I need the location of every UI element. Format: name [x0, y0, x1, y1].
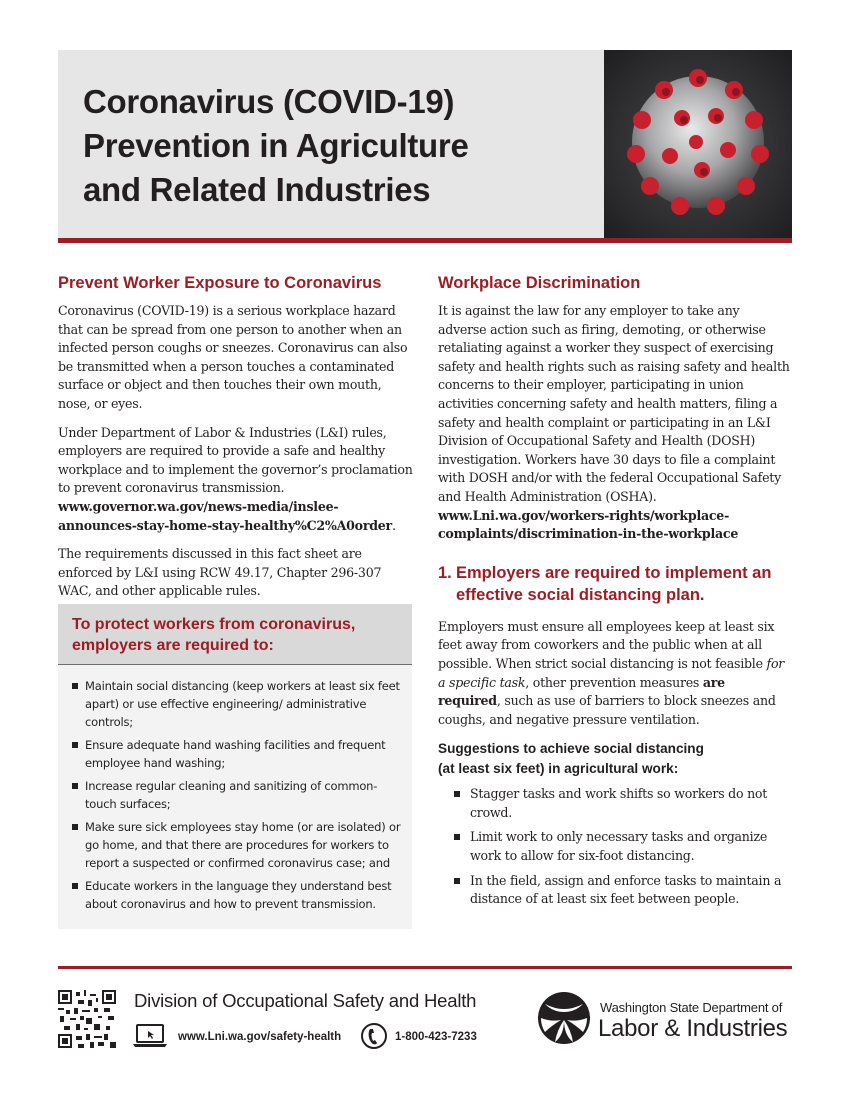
prevent-exposure-heading: Prevent Worker Exposure to Coronavirus — [58, 274, 382, 292]
header-banner — [58, 50, 792, 238]
distancing-italic: for a specific task — [438, 655, 785, 690]
rules-period: . — [391, 517, 396, 533]
suggestions-heading-line-2: (at least six feet) in agricultural work: — [438, 761, 679, 777]
header-rule — [58, 238, 792, 243]
list-item — [454, 828, 790, 865]
square-bullet-icon — [72, 742, 78, 748]
distancing-paragraph — [438, 618, 790, 730]
suggestions-heading — [438, 739, 790, 779]
list-item-text: Stagger tasks and work shifts so workers do not crowd. — [470, 786, 768, 820]
title-line-3: and Related Industries — [83, 171, 431, 208]
section-heading-text: Employers are required to implement an effective social distancing plan. — [456, 563, 772, 604]
governor-link[interactable]: www.governor.wa.gov/news-media/inslee-announces-stay-home-stay-healthy%C2%A0order — [58, 498, 392, 533]
website-link[interactable]: www.Lni.wa.gov/safety-health — [178, 1031, 342, 1043]
footer-rule — [58, 966, 792, 969]
discrimination-paragraph — [438, 302, 790, 544]
qr-code-icon[interactable] — [58, 990, 116, 1048]
list-item-text: Ensure adequate hand washing facilities and frequent employee hand washing; — [85, 738, 386, 770]
list-item — [72, 777, 404, 813]
discrimination-link[interactable]: www.Lni.wa.gov/workers-rights/workplace-complaints/discrimination-in-the-workplace — [438, 507, 739, 542]
distancing-bold: are required — [438, 674, 725, 709]
requirements-heading: To protect workers from coronavirus, employers are required to: — [72, 616, 356, 654]
phone-icon — [360, 1022, 388, 1050]
section-1-heading — [438, 562, 790, 606]
list-item-text: Make sure sick employees stay home (or are isolated) or go home, and that there are procedures for workers to report a suspected or confirmed coronavirus case; and — [85, 820, 401, 870]
coronavirus-image — [604, 50, 792, 238]
requirements-box — [58, 604, 412, 929]
discrimination-heading: Workplace Discrimination — [438, 274, 641, 292]
list-item — [72, 677, 404, 731]
list-item — [72, 818, 404, 872]
agency-name-line-1: Washington State Department of — [600, 1000, 783, 1015]
phone-number[interactable]: 1-800-423-7233 — [395, 1031, 477, 1043]
square-bullet-icon — [72, 683, 78, 689]
rules-paragraph — [58, 424, 414, 536]
title-line-1: Coronavirus (COVID-19) — [83, 83, 455, 120]
page-title — [83, 80, 583, 212]
laptop-icon — [132, 1023, 168, 1049]
list-item — [72, 877, 404, 913]
square-bullet-icon — [72, 824, 78, 830]
suggestions-list — [438, 785, 790, 909]
left-column — [58, 274, 414, 611]
agency-name-line-2: Labor & Industries — [598, 1015, 788, 1042]
list-item — [454, 872, 790, 909]
suggestions-heading-line-1: Suggestions to achieve social distancing — [438, 741, 704, 757]
lni-logo-icon — [535, 990, 593, 1045]
square-bullet-icon — [454, 834, 460, 840]
distancing-text-a: Employers must ensure all employees keep at least six feet away from coworkers and the public when at all possible. When strict social distancing is not feasible — [438, 618, 775, 671]
distancing-text-c: , such as use of barriers to block sneezes and coughs, and negative pressure ventilation. — [438, 693, 776, 727]
right-column — [438, 274, 790, 915]
discrimination-text: It is against the law for any employer to take any adverse action such as firing, demoting, or otherwise retaliating against a worker they suspect of exercising safety and health rights such as raising safety and health concerns to their employer, participating in union activities concerning safety and health matters, filing a safety and health complaint or participating in an L&I Division of Occupational Safety and Health (DOSH) investigation. Workers have 30 days to file a complaint with DOSH and/or with the federal Occupational Safety and Health Administration (OSHA). — [438, 303, 790, 504]
list-item — [72, 736, 404, 772]
list-item — [454, 785, 790, 822]
list-item-text: Increase regular cleaning and sanitizing of common-touch surfaces; — [85, 779, 378, 811]
list-item-text: Educate workers in the language they understand best about coronavirus and how to prevent transmission. — [85, 879, 392, 911]
requirements-box-header — [58, 604, 412, 665]
square-bullet-icon — [72, 783, 78, 789]
title-line-2: Prevention in Agriculture — [83, 127, 469, 164]
square-bullet-icon — [454, 791, 460, 797]
distancing-text-b: , other prevention measures — [525, 674, 703, 690]
requirements-list — [58, 665, 412, 913]
enforcement-paragraph: The requirements discussed in this fact sheet are enforced by L&I using RCW 49.17, Chapter 296-307 WAC, and other applicable rules. — [58, 546, 382, 599]
section-number: 1. — [438, 563, 452, 582]
intro-paragraph: Coronavirus (COVID-19) is a serious workplace hazard that can be spread from one person to another when an infected person coughs or sneezes. Coronavirus can also be transmitted when a person touches a contaminated surface or object and then touches their own mouth, nose, or eyes. — [58, 303, 408, 411]
list-item-text: Limit work to only necessary tasks and organize work to allow for six-foot distancing. — [470, 829, 768, 864]
square-bullet-icon — [454, 878, 460, 884]
list-item-text: Maintain social distancing (keep workers at least six feet apart) or use effective engineering/ administrative controls; — [85, 679, 400, 729]
square-bullet-icon — [72, 883, 78, 889]
list-item-text: In the field, assign and enforce tasks to maintain a distance of at least six feet between people. — [470, 872, 782, 907]
division-name: Division of Occupational Safety and Health — [134, 990, 477, 1011]
rules-text: Under Department of Labor & Industries (L&I) rules, employers are required to provide a safe and healthy workplace and to implement the governor’s proclamation to prevent coronavirus transmission. — [58, 424, 413, 496]
